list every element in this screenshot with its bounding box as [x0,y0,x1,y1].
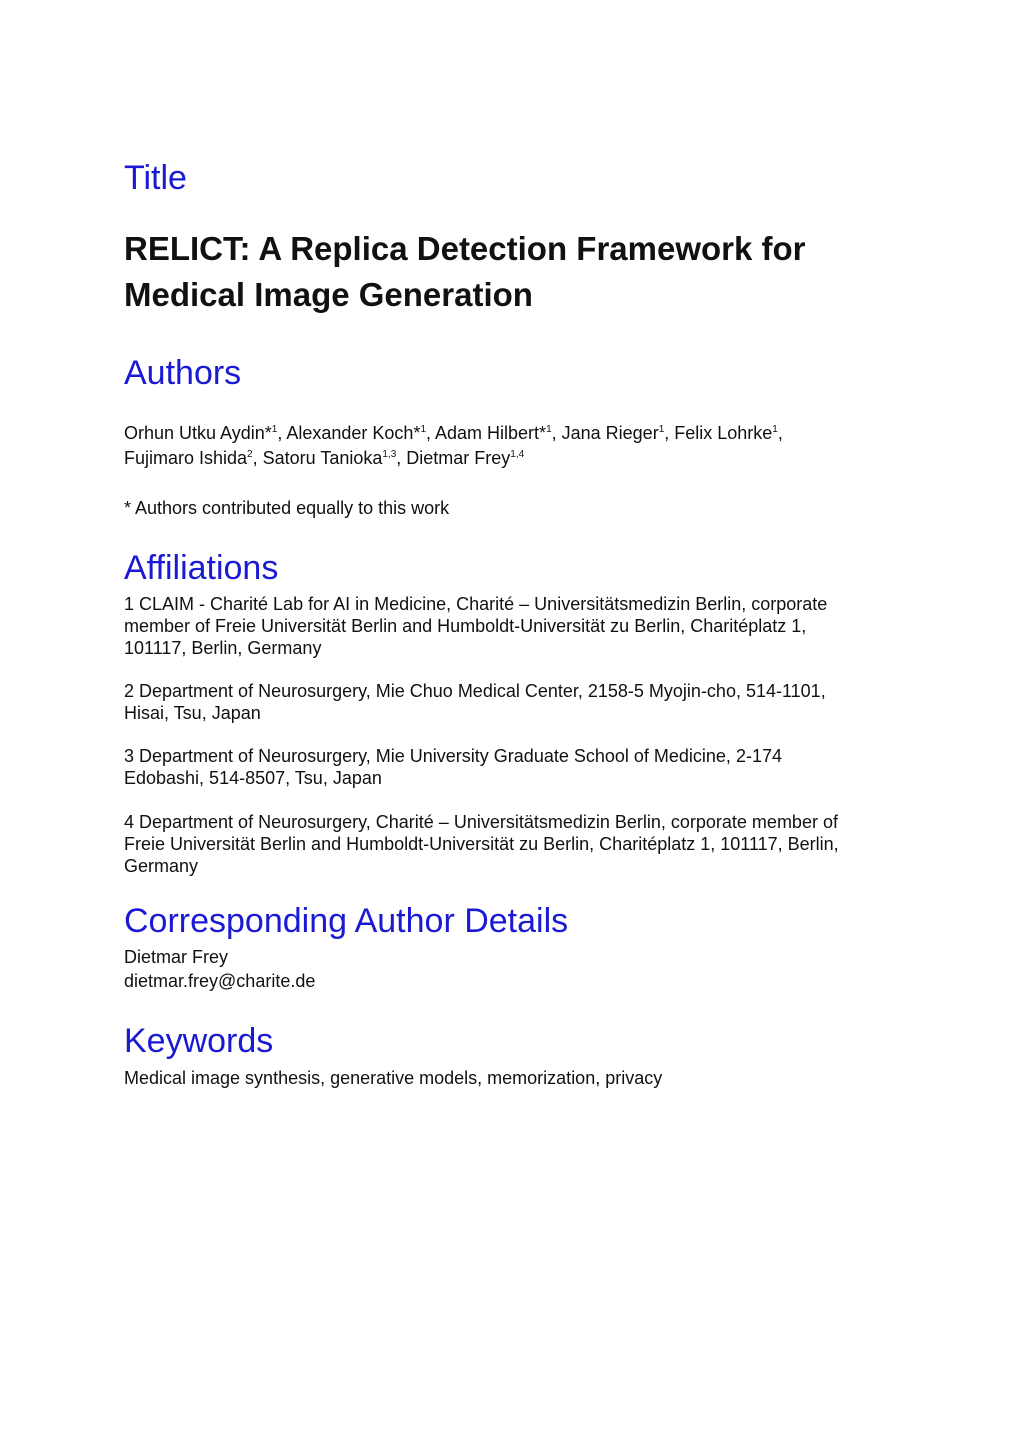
affiliation-line: 3 Department of Neurosurgery, Mie University Graduate School of Medicine, 2-174 [124,746,782,766]
author-affiliation-ref: 2 [247,449,253,460]
affiliation-3 [124,745,884,789]
author-name: Fujimaro Ishida [124,448,248,468]
author-list [124,421,884,471]
affiliation-line: 2 Department of Neurosurgery, Mie Chuo Medical Center, 2158-5 Myojin-cho, 514-1101, [124,681,826,701]
author-affiliation-ref: 1,4 [510,449,525,460]
affiliation-line: Freie Universität Berlin and Humboldt-Universität zu Berlin, Charitéplatz 1, 101117, Berlin, [124,834,839,854]
corresponding-author-heading: Corresponding Author Details [124,902,569,940]
corresponding-author-email[interactable]: dietmar.frey@charite.de [124,971,316,991]
affiliation-1 [124,593,884,659]
affiliation-line: 1 CLAIM - Charité Lab for AI in Medicine, Charité – Universitätsmedizin Berlin, corporate [124,594,828,614]
author-name: , Jana Rieger [551,423,659,443]
author-affiliation-ref: 1 [420,424,426,435]
affiliation-line: 4 Department of Neurosurgery, Charité – Universitätsmedizin Berlin, corporate member of [124,812,838,832]
paper-title-line-2: Medical Image Generation [124,276,533,313]
author-affiliation-ref: 1 [772,424,778,435]
author-affiliation-ref: 1 [271,424,278,435]
corresponding-author-name: Dietmar Frey [124,947,229,967]
author-affiliation-ref: 1 [658,424,665,435]
keywords-list: Medical image synthesis, generative models, memorization, privacy [124,1068,663,1088]
author-name: , Felix Lohrke [664,423,773,443]
equal-contribution-note: * Authors contributed equally to this work [124,498,450,518]
corresponding-author-details [124,945,315,993]
author-separator: , [777,423,783,443]
affiliation-2 [124,680,884,724]
affiliation-line: member of Freie Universität Berlin and Humboldt-Universität zu Berlin, Charitéplatz 1, [124,616,807,636]
authors-heading: Authors [124,354,242,392]
affiliations-heading: Affiliations [124,549,279,587]
affiliation-4 [124,811,884,877]
author-line-2 [124,446,884,471]
keywords-heading: Keywords [124,1022,274,1060]
author-affiliation-ref: 1,3 [382,449,397,460]
author-name: , Satoru Tanioka [252,448,383,468]
author-name: , Alexander Koch* [277,423,421,443]
affiliation-line: Hisai, Tsu, Japan [124,703,261,723]
author-name: Orhun Utku Aydin* [124,423,272,443]
author-affiliation-ref: 1 [546,424,552,435]
paper-title [124,226,884,318]
affiliation-line: Edobashi, 514-8507, Tsu, Japan [124,768,382,788]
affiliation-line: Germany [124,856,199,876]
author-line-1 [124,421,884,446]
author-name: , Dietmar Frey [396,448,511,468]
paper-title-line-1: RELICT: A Replica Detection Framework for [124,230,806,267]
affiliation-line: 101117, Berlin, Germany [124,638,322,658]
author-name: , Adam Hilbert* [426,423,547,443]
title-heading: Title [124,159,187,197]
